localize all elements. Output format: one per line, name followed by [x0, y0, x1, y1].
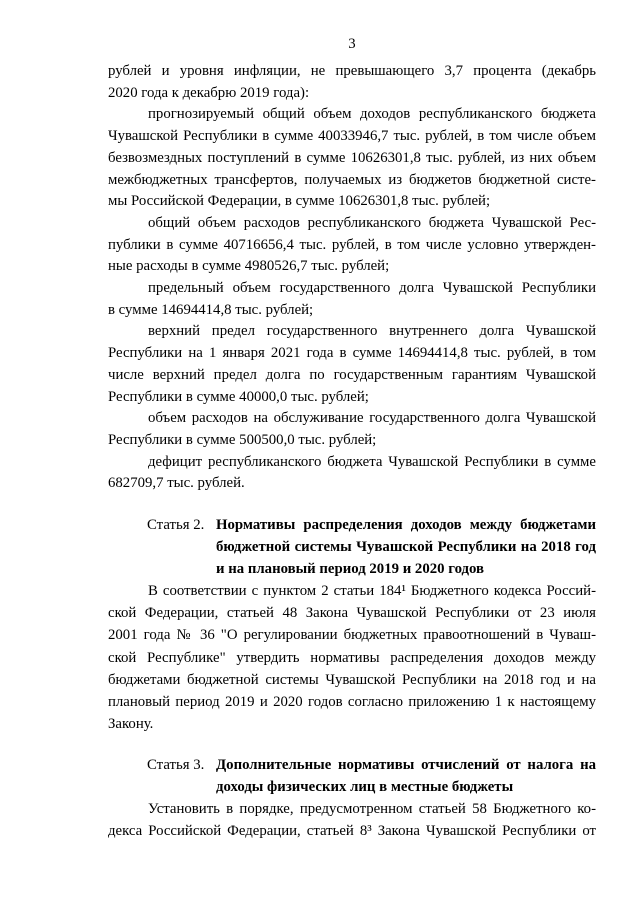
text-line: В соответствии с пунктом 2 статьи 184¹ Бюджетного кодекса Россий- [148, 583, 596, 600]
text-line: бюджетами бюджетной системы Чувашской Республики на 2018 год и на [108, 671, 596, 688]
paragraph [108, 61, 596, 104]
text-line: 682709,7 тыс. рублей. [108, 475, 245, 492]
paragraph [108, 580, 596, 735]
title-line: и на плановый период 2019 и 2020 годов [216, 561, 485, 578]
text-line: дефицит республиканского бюджета Чувашской Республики в сумме [148, 453, 596, 470]
text-line: предельный объем государственного долга Чувашской Республики [148, 280, 596, 297]
text-line: ской Республике" утвердить нормативы распределения доходов между [108, 649, 596, 666]
text-line: межбюджетных трансфертов, получаемых из бюджетов бюджетной систе- [108, 171, 596, 188]
text-line: мы Российской Федерации, в сумме 10626301,8 тыс. рублей; [108, 193, 491, 210]
article-2-section [108, 514, 596, 735]
text-line: в сумме 14694414,8 тыс. рублей; [108, 301, 314, 318]
text-line: декса Российской Федерации, статьей 8³ Закона Чувашской Республики от [108, 823, 596, 839]
text-line: прогнозируемый общий объем доходов республиканского бюджета [148, 106, 596, 123]
text-line: числе верхний предел долга по государственным гарантиям Чувашской [108, 366, 596, 383]
text-line: Чувашской Республики в сумме 40033946,7 тыс. рублей, в том числе объем [108, 128, 596, 145]
article-title [216, 514, 596, 580]
text-line: общий объем расходов республиканского бюджета Чувашской Рес- [148, 214, 596, 231]
paragraph [108, 321, 596, 408]
text-line: Республики в сумме 500500,0 тыс. рублей; [108, 431, 377, 448]
text-line: плановый период 2019 и 2020 годов согласно приложению 1 к настоящему [108, 693, 596, 710]
text-line: Республики на 1 января 2021 года в сумме 14694414,8 тыс. рублей, в том [108, 345, 596, 362]
text-line: рублей и уровня инфляции, не превышающего 3,7 процента (декабрь [108, 63, 596, 79]
text-line: 2020 года к декабрю 2019 года): [108, 84, 310, 101]
paragraph [108, 798, 596, 842]
article-heading [108, 754, 596, 798]
text-line: 2001 года № 36 "О регулировании бюджетных правоотношений в Чуваш- [108, 627, 596, 644]
text-line: ской Федерации, статьей 48 Закона Чувашской Республики от 23 июля [108, 605, 596, 622]
text-line: Закону. [108, 715, 154, 732]
paragraph [108, 278, 596, 321]
paragraph [108, 452, 596, 495]
title-line: Дополнительные нормативы отчислений от налога на [216, 757, 596, 773]
text-line: объем расходов на обслуживание государственного долга Чувашской [148, 410, 596, 427]
title-line: бюджетной системы Чувашской Республики на 2018 год [216, 539, 596, 556]
page-number: 3 [348, 36, 356, 52]
article-label: Статья 3. [147, 757, 205, 773]
article-3-section [108, 754, 596, 842]
text-line: ные расходы в сумме 4980526,7 тыс. рублей; [108, 258, 390, 275]
paragraph [108, 104, 596, 213]
text-line: Республики в сумме 40000,0 тыс. рублей; [108, 388, 369, 405]
text-line: Установить в порядке, предусмотренном статьей 58 Бюджетного ко- [148, 801, 596, 817]
article-label: Статья 2. [147, 517, 205, 533]
paragraph [108, 213, 596, 278]
text-line: публики в сумме 40716656,4 тыс. рублей, в том числе условно утвержден- [108, 236, 596, 253]
title-line: Нормативы распределения доходов между бюджетами [216, 517, 596, 533]
title-line: доходы физических лиц в местные бюджеты [216, 779, 514, 795]
article-1-continued-section [108, 61, 596, 495]
text-line: безвозмездных поступлений в сумме 10626301,8 тыс. рублей, из них объем [108, 149, 596, 166]
article-title [216, 754, 596, 798]
text-line: верхний предел государственного внутреннего долга Чувашской [148, 323, 596, 340]
paragraph [108, 408, 596, 451]
article-heading [108, 514, 596, 580]
